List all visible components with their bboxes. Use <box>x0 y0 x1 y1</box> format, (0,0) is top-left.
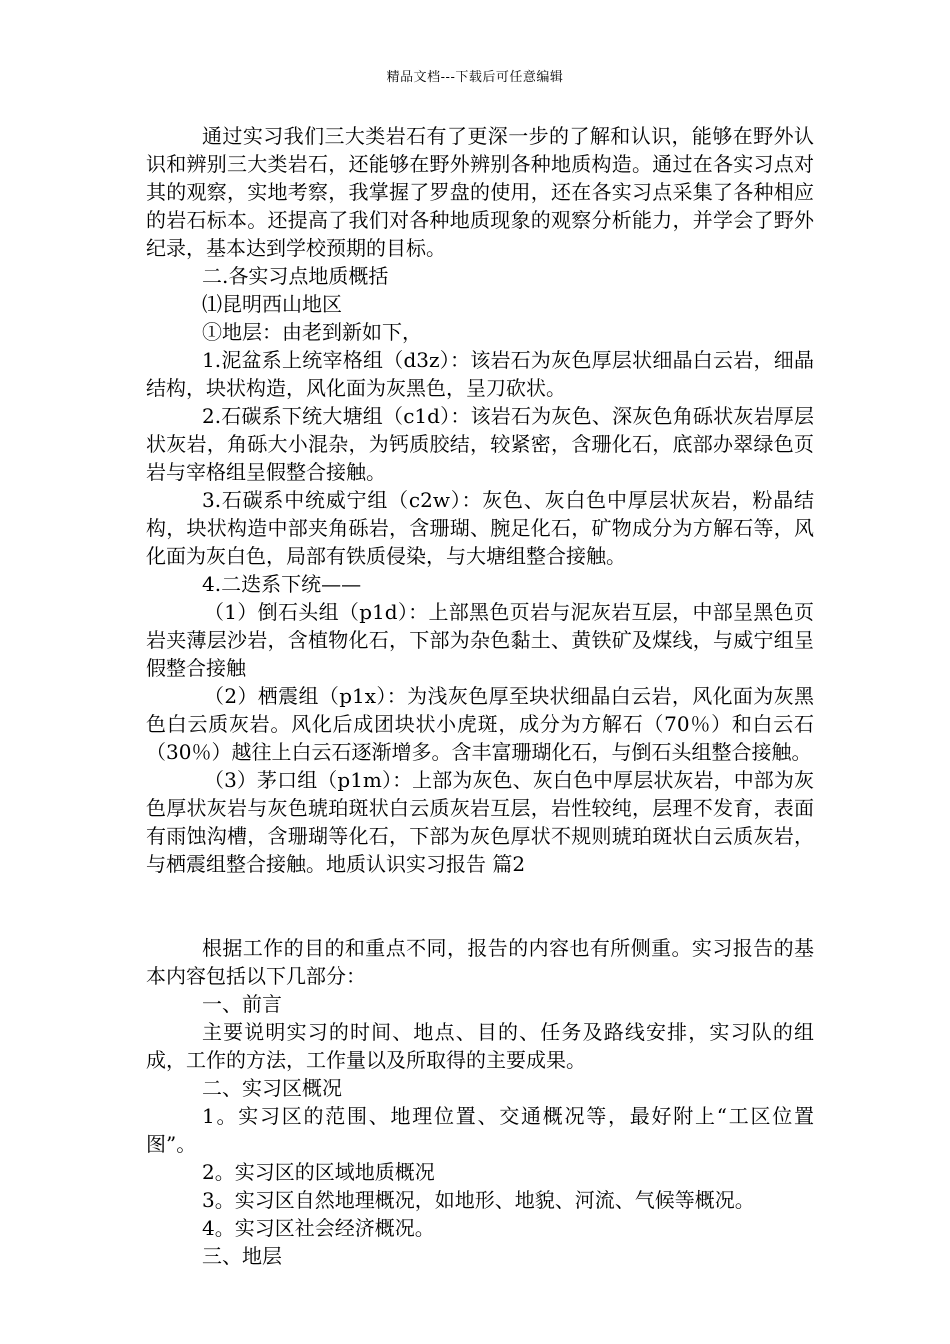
paragraph: （3）茅口组（p1m）：上部为灰色、灰白色中厚层状灰岩，中部为灰色厚状灰岩与灰色琥珀斑状白云质灰岩互层，岩性较纯，层理不发育，表面有雨蚀沟槽，含珊瑚等化石，下部为灰色厚状不规则琥珀斑状白云质灰岩，与栖震组整合接触。地质认识实习报告 篇2 <box>146 768 814 876</box>
paragraph: （1）倒石头组（p1d）：上部黑色页岩与泥灰岩互层，中部呈黑色页岩夹薄层沙岩，含植物化石，下部为杂色黏土、黄铁矿及煤线，与威宁组呈假整合接触 <box>146 600 814 680</box>
section-heading: 三、地层 <box>202 1244 282 1268</box>
blank-space <box>146 878 814 934</box>
paragraph: 3。实习区自然地理概况，如地形、地貌、河流、气候等概况。 <box>202 1188 755 1212</box>
paragraph: ①地层：由老到新如下， <box>202 320 422 344</box>
section-heading: 二、实习区概况 <box>202 1076 342 1100</box>
subsection-heading: ⑴昆明西山地区 <box>202 292 342 316</box>
paragraph: 4.二迭系下统—— <box>202 572 362 596</box>
document-body <box>146 122 814 1270</box>
page-header: 精品文档---下载后可任意编辑 <box>386 70 564 85</box>
section-heading: 一、前言 <box>202 992 282 1016</box>
paragraph: 4。实习区社会经济概况。 <box>202 1216 435 1240</box>
paragraph: 1.泥盆系上统宰格组（d3z）：该岩石为灰色厚层状细晶白云岩，细晶结构，块状构造，风化面为灰黑色，呈刀砍状。 <box>146 348 814 400</box>
paragraph: 2。实习区的区域地质概况 <box>202 1160 435 1184</box>
paragraph: 根据工作的目的和重点不同，报告的内容也有所侧重。实习报告的基本内容包括以下几部分： <box>146 936 814 988</box>
paragraph: 1。实习区的范围、地理位置、交通概况等，最好附上“工区位置图”。 <box>146 1104 814 1156</box>
paragraph: （2）栖震组（p1x）：为浅灰色厚至块状细晶白云岩，风化面为灰黑色白云质灰岩。风化后成团块状小虎斑，成分为方解石（70％）和白云石（30％）越往上白云石逐渐增多。含丰富珊瑚化石，与倒石头组整合接触。 <box>146 684 814 764</box>
section-heading: 二.各实习点地质概括 <box>202 264 389 288</box>
paragraph: 3.石碳系中统威宁组（c2w）：灰色、灰白色中厚层状灰岩，粉晶结构，块状构造中部夹角砾岩，含珊瑚、腕足化石，矿物成分为方解石等，风化面为灰白色，局部有铁质侵染，与大塘组整合接触。 <box>146 488 814 568</box>
paragraph: 2.石碳系下统大塘组（c1d）：该岩石为灰色、深灰色角砾状灰岩厚层状灰岩，角砾大小混杂，为钙质胶结，较紧密，含珊化石，底部办翠绿色页岩与宰格组呈假整合接触。 <box>146 404 814 484</box>
paragraph: 主要说明实习的时间、地点、目的、任务及路线安排，实习队的组成，工作的方法，工作量以及所取得的主要成果。 <box>146 1020 814 1072</box>
paragraph: 通过实习我们三大类岩石有了更深一步的了解和认识，能够在野外认识和辨别三大类岩石，还能够在野外辨别各种地质构造。通过在各实习点对其的观察，实地考察，我掌握了罗盘的使用，还在各实习点采集了各种相应的岩石标本。还提高了我们对各种地质现象的观察分析能力，并学会了野外纪录，基本达到学校预期的目标。 <box>146 124 814 260</box>
